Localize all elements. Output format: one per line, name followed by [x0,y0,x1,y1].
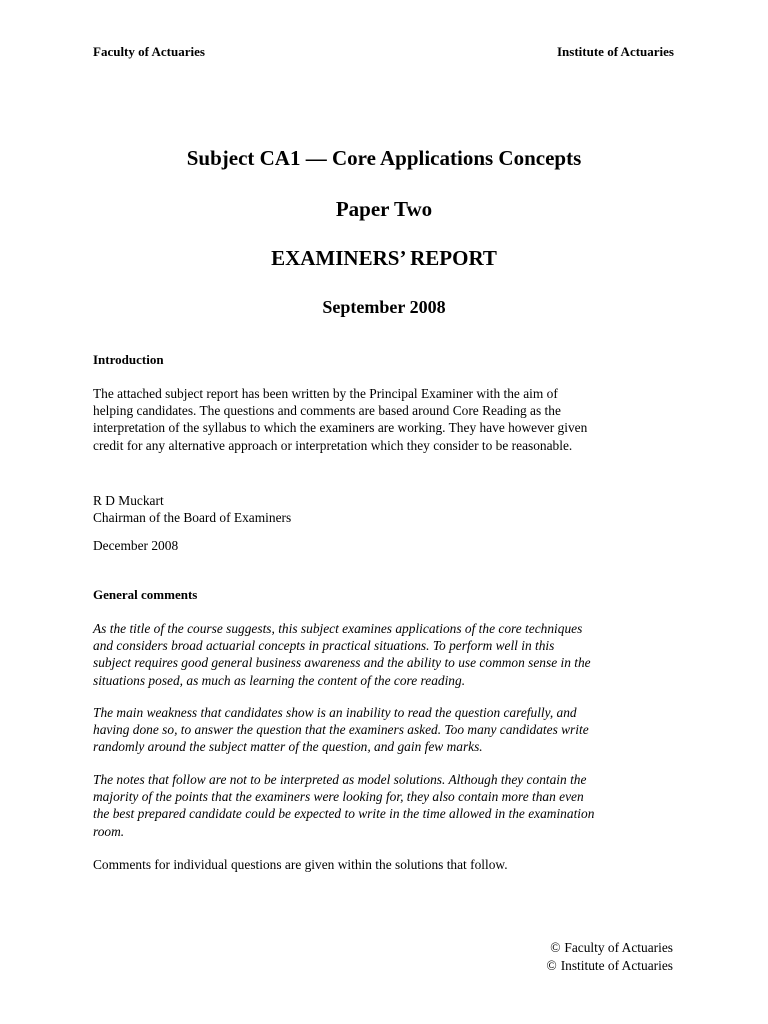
paragraph-line: subject requires good general business awareness and the ability to use common sense in the [93,655,591,671]
introduction-paragraph [93,385,683,454]
paragraph-line: The main weakness that candidates show is an inability to read the question carefully, and [93,705,577,720]
footer-copyright-institute [547,957,674,974]
paper-title: Paper Two [335,197,433,221]
paragraph-line: majority of the points that the examiners were looking for, they also contain more than even [93,789,584,805]
paragraph-line: credit for any alternative approach or interpretation which they consider to be reasonable. [93,437,573,453]
paragraph-line: randomly around the subject matter of the question, and gain few marks. [93,739,483,755]
paragraph-line: room. [93,823,125,839]
paragraph-line: and considers broad actuarial concepts in practical situations. To perform well in this [93,638,555,654]
copyright-icon: © [550,940,561,955]
paragraph-line: As the title of the course suggests, this subject examines applications of the core techniques [93,621,583,636]
footer-copyright-faculty [550,939,673,956]
paragraph-line: having done so, to answer the question that the examiners asked. Too many candidates write [93,722,589,738]
copyright-icon: © [546,958,557,973]
paragraph-line: The notes that follow are not to be interpreted as model solutions. Although they contain the [93,772,587,787]
report-title: EXAMINERS’ REPORT [271,246,497,270]
subject-title: Subject CA1 — Core Applications Concepts [186,146,582,170]
footer-line-2: Institute of Actuaries [560,958,673,973]
header-right: Institute of Actuaries [557,44,674,59]
signer-role: Chairman of the Board of Examiners [93,510,292,525]
paragraph-line: the best prepared candidate could be expected to write in the time allowed in the examination [93,806,595,822]
general-paragraph-4: Comments for individual questions are given within the solutions that follow. [93,857,508,872]
footer-line-1: Faculty of Actuaries [564,940,673,955]
sign-date: December 2008 [93,538,179,553]
paragraph-line: The attached subject report has been written by the Principal Examiner with the aim of [93,386,558,401]
paragraph-line: helping candidates. The questions and comments are based around Core Reading as the [93,403,561,419]
general-comments-heading: General comments [93,587,198,602]
general-paragraph-3 [93,771,683,840]
paragraph-line: interpretation of the syllabus to which the examiners are working. They have however given [93,420,588,436]
signer-name: R D Muckart [93,493,164,508]
report-date: September 2008 [322,297,446,317]
header-left: Faculty of Actuaries [93,44,205,59]
general-paragraph-2 [93,704,683,756]
paragraph-line: situations posed, as much as learning the content of the core reading. [93,672,466,688]
introduction-heading: Introduction [93,352,164,367]
general-paragraph-1 [93,620,683,689]
